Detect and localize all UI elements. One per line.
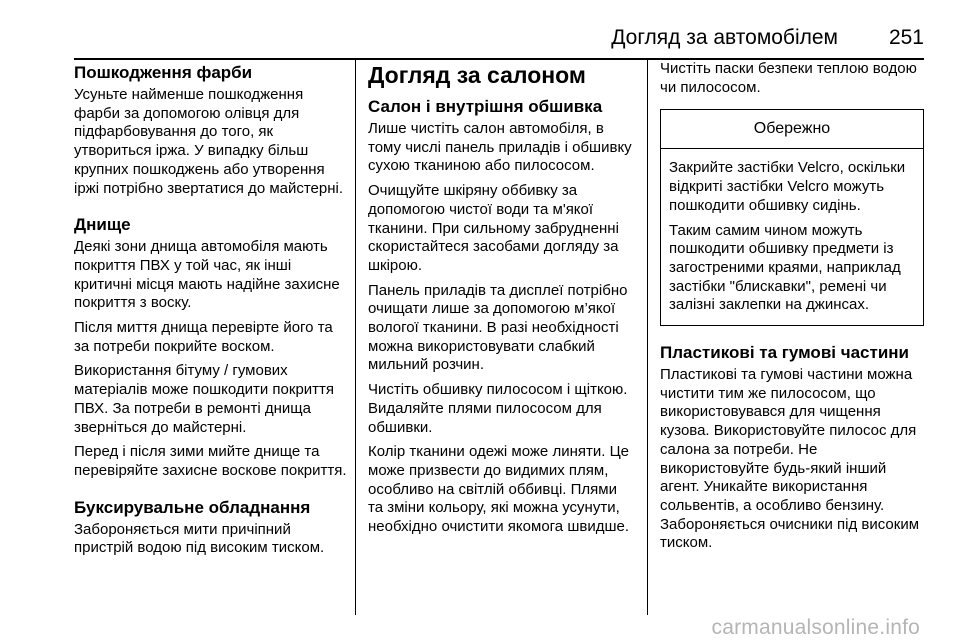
- paragraph: Панель приладів та дисплеї потрібно очищати лише за допомогою м’якої вологої тканини. В разі необхідності можна використовувати слабкий мильний розчин.: [368, 281, 628, 374]
- caution-paragraph: Закрийте застібки Velcro, оскільки відкриті застібки Velcro можуть пошкодити обшивку сидінь.: [669, 159, 906, 214]
- paragraph: Лише чистіть салон автомобіля, в тому числі панель приладів і обшивку сухою тканиною або пилососом.: [368, 120, 632, 175]
- main-heading-interior-care: Догляд за салоном: [368, 62, 586, 88]
- paragraph: Чистіть обшивку пилососом і щіткою. Видаляйте плями пилососом для обшивки.: [368, 381, 628, 436]
- column-2: [368, 60, 634, 543]
- column-3: [660, 60, 926, 559]
- section-heading-plastic-rubber-parts: Пластикові та гумові частини: [660, 343, 909, 363]
- section-heading-towing-equipment: Буксирувальне обладнання: [74, 497, 311, 517]
- column-divider-2: [647, 60, 648, 615]
- section-heading-interior-upholstery: Салон і внутрішня обшивка: [368, 97, 603, 116]
- watermark: carmanualsonline.info: [711, 616, 920, 639]
- section-heading-paint-damage: Пошкодження фарби: [74, 63, 253, 82]
- page-header: [74, 22, 924, 62]
- paragraph: Після миття днища перевірте його та за потреби покрийте воском.: [74, 319, 333, 355]
- caution-body: [661, 149, 923, 325]
- paragraph: Колір тканини одежі може линяти. Це може призвести до видимих плям, особливо на світлій оббивці. Плями та зміни кольору, які можна усунути, необхідно очистити якомога швидше.: [368, 443, 630, 536]
- paragraph: Використання бітуму / гумових матеріалів може пошкодити покриття ПВХ. За потреби в ремонті днища зверніться до майстерні.: [74, 362, 335, 436]
- paragraph: Забороняється мити причіпний пристрій водою під високим тиском.: [74, 520, 325, 557]
- section-heading-underbody: Днище: [74, 215, 131, 235]
- paragraph: Очищуйте шкіряну оббивку за допомогою чистої води та м'якої тканини. При сильному забрудненні скористайтеся засобами догляду за шкірою.: [368, 182, 619, 274]
- paragraph: Чистіть паски безпеки теплою водою чи пилососом.: [660, 60, 917, 96]
- paragraph: Перед і після зими мийте днище та перевіряйте захисне воскове покриття.: [74, 443, 347, 479]
- caution-title: Обережно: [661, 110, 923, 149]
- column-1: [74, 60, 348, 564]
- page-number: 251: [888, 26, 924, 49]
- paragraph: Деякі зони днища автомобіля мають покриття ПВХ у той час, як інші критичні місця мають надійне захисне покриття з воску.: [74, 238, 340, 312]
- caution-box: [660, 109, 924, 326]
- caution-paragraph: Таким самим чином можуть пошкодити обшивку предмети із загостреними краями, наприклад застібки "блискавки", ремені чи залізні заклепки на джинсах.: [669, 221, 901, 314]
- column-divider-1: [355, 60, 356, 615]
- header-title: Догляд за автомобілем: [611, 26, 838, 49]
- paragraph: Пластикові та гумові частини можна чистити тим же пилососом, що використовувався для чищення кузова. Використовуйте пилосос для салона за потреби. Не використовуйте будь-який інший агент. Уникайте використання сольвентів, а особливо бензину. Забороняється очисники під високим тиском.: [660, 366, 920, 552]
- paragraph: Усуньте найменше пошкодження фарби за допомогою олівця для підфарбовування до того, як утвориться іржа. У випадку більш крупних пошкоджень або утворення іржі потрібно звертатися до майстерні.: [74, 86, 344, 197]
